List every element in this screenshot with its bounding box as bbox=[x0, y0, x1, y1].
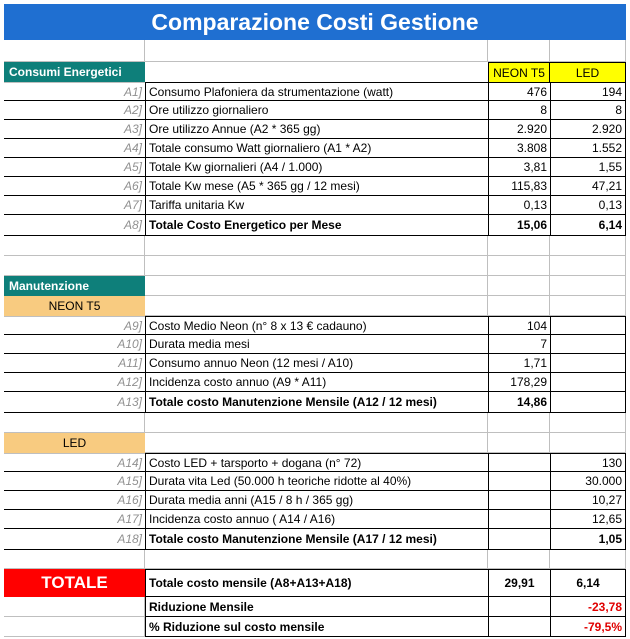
row-label: Costo Medio Neon (n° 8 x 13 € cadauno) bbox=[145, 316, 488, 335]
neon-subheader-row bbox=[4, 296, 626, 316]
energy-header-row bbox=[4, 62, 626, 82]
row-code: A12] bbox=[4, 373, 145, 392]
row-code: A17] bbox=[4, 510, 145, 529]
spacer-row bbox=[4, 256, 626, 276]
row-code: A2] bbox=[4, 101, 145, 120]
neon-value: 8 bbox=[488, 101, 550, 120]
row-code: A11] bbox=[4, 354, 145, 373]
neon-value: 178,29 bbox=[488, 373, 550, 392]
led-value: 1,05 bbox=[550, 529, 626, 550]
led-subheader-row bbox=[4, 433, 626, 453]
row-code: A14] bbox=[4, 453, 145, 472]
reduction-row bbox=[4, 597, 626, 617]
table-row bbox=[4, 158, 626, 177]
table-row bbox=[4, 392, 626, 413]
percent-reduction-value: -79,5% bbox=[550, 617, 626, 637]
total-monthly-label: Totale costo mensile (A8+A13+A18) bbox=[145, 569, 488, 597]
row-label: Ore utilizzo Annue (A2 * 365 gg) bbox=[145, 120, 488, 139]
section-header-energy: Consumi Energetici bbox=[4, 62, 145, 82]
row-code: A9] bbox=[4, 316, 145, 335]
row-code: A15] bbox=[4, 472, 145, 491]
led-value: 30.000 bbox=[550, 472, 626, 491]
totals-row bbox=[4, 569, 626, 597]
section-header-maintenance: Manutenzione bbox=[4, 276, 145, 296]
table-row bbox=[4, 316, 626, 335]
neon-value: 14,86 bbox=[488, 392, 550, 413]
row-code: A16] bbox=[4, 491, 145, 510]
totale-label: TOTALE bbox=[4, 569, 145, 597]
table-row bbox=[4, 196, 626, 215]
row-label: Incidenza costo annuo ( A14 / A16) bbox=[145, 510, 488, 529]
led-value: 2.920 bbox=[550, 120, 626, 139]
row-code: A8] bbox=[4, 215, 145, 236]
table-row bbox=[4, 453, 626, 472]
row-label: Durata media mesi bbox=[145, 335, 488, 354]
led-value: 130 bbox=[550, 453, 626, 472]
reduction-value: -23,78 bbox=[550, 597, 626, 617]
table-row bbox=[4, 82, 626, 101]
neon-value: 3,81 bbox=[488, 158, 550, 177]
total-monthly-neon: 29,91 bbox=[488, 569, 550, 597]
reduction-label: Riduzione Mensile bbox=[145, 597, 488, 617]
neon-value: 476 bbox=[488, 82, 550, 101]
total-monthly-led: 6,14 bbox=[550, 569, 626, 597]
row-label: Ore utilizzo giornaliero bbox=[145, 101, 488, 120]
table-row bbox=[4, 491, 626, 510]
row-label: Totale costo Manutenzione Mensile (A12 / 12 mesi) bbox=[145, 392, 488, 413]
row-label: Durata vita Led (50.000 h teoriche ridotte al 40%) bbox=[145, 472, 488, 491]
spacer-row bbox=[4, 40, 626, 62]
neon-value: 104 bbox=[488, 316, 550, 335]
table-row bbox=[4, 177, 626, 196]
spacer-row bbox=[4, 550, 626, 569]
led-value: 0,13 bbox=[550, 196, 626, 215]
table-row bbox=[4, 354, 626, 373]
row-label: Totale Costo Energetico per Mese bbox=[145, 215, 488, 236]
maintenance-header-row bbox=[4, 276, 626, 296]
row-label: Costo LED + tarsporto + dogana (n° 72) bbox=[145, 453, 488, 472]
row-code: A3] bbox=[4, 120, 145, 139]
row-code: A10] bbox=[4, 335, 145, 354]
table-row bbox=[4, 120, 626, 139]
neon-value: 15,06 bbox=[488, 215, 550, 236]
led-value: 47,21 bbox=[550, 177, 626, 196]
table-row bbox=[4, 101, 626, 120]
row-label: Durata media anni (A15 / 8 h / 365 gg) bbox=[145, 491, 488, 510]
neon-value: 2.920 bbox=[488, 120, 550, 139]
column-header-neon: NEON T5 bbox=[488, 62, 550, 82]
row-label: Totale Kw mese (A5 * 365 gg / 12 mesi) bbox=[145, 177, 488, 196]
led-value: 12,65 bbox=[550, 510, 626, 529]
led-value: 1,55 bbox=[550, 158, 626, 177]
row-code: A13] bbox=[4, 392, 145, 413]
row-label: Totale costo Manutenzione Mensile (A17 / 12 mesi) bbox=[145, 529, 488, 550]
neon-value: 115,83 bbox=[488, 177, 550, 196]
table-row bbox=[4, 215, 626, 236]
neon-value: 0,13 bbox=[488, 196, 550, 215]
row-label: Consumo Plafoniera da strumentazione (watt) bbox=[145, 82, 488, 101]
spacer-row bbox=[4, 236, 626, 256]
percent-reduction-row bbox=[4, 617, 626, 637]
led-value: 194 bbox=[550, 82, 626, 101]
row-label: Totale consumo Watt giornaliero (A1 * A2) bbox=[145, 139, 488, 158]
led-value: 1.552 bbox=[550, 139, 626, 158]
row-label: Tariffa unitaria Kw bbox=[145, 196, 488, 215]
row-code: A1] bbox=[4, 82, 145, 101]
row-code: A5] bbox=[4, 158, 145, 177]
percent-reduction-label: % Riduzione sul costo mensile bbox=[145, 617, 488, 637]
row-code: A6] bbox=[4, 177, 145, 196]
table-row bbox=[4, 373, 626, 392]
subsection-header-led: LED bbox=[4, 433, 145, 453]
subsection-header-neon: NEON T5 bbox=[4, 296, 145, 316]
page-title: Comparazione Costi Gestione bbox=[4, 4, 626, 40]
table-row bbox=[4, 529, 626, 550]
row-label: Incidenza costo annuo (A9 * A11) bbox=[145, 373, 488, 392]
led-value: 6,14 bbox=[550, 215, 626, 236]
row-code: A18] bbox=[4, 529, 145, 550]
neon-value: 1,71 bbox=[488, 354, 550, 373]
spacer-row bbox=[4, 413, 626, 433]
led-value: 8 bbox=[550, 101, 626, 120]
led-value: 10,27 bbox=[550, 491, 626, 510]
row-label: Consumo annuo Neon (12 mesi / A10) bbox=[145, 354, 488, 373]
table-row bbox=[4, 510, 626, 529]
neon-value: 7 bbox=[488, 335, 550, 354]
row-label: Totale Kw giornalieri (A4 / 1.000) bbox=[145, 158, 488, 177]
table-row bbox=[4, 335, 626, 354]
table-row bbox=[4, 139, 626, 158]
table-row bbox=[4, 472, 626, 491]
row-code: A4] bbox=[4, 139, 145, 158]
column-header-led: LED bbox=[550, 62, 626, 82]
row-code: A7] bbox=[4, 196, 145, 215]
neon-value: 3.808 bbox=[488, 139, 550, 158]
